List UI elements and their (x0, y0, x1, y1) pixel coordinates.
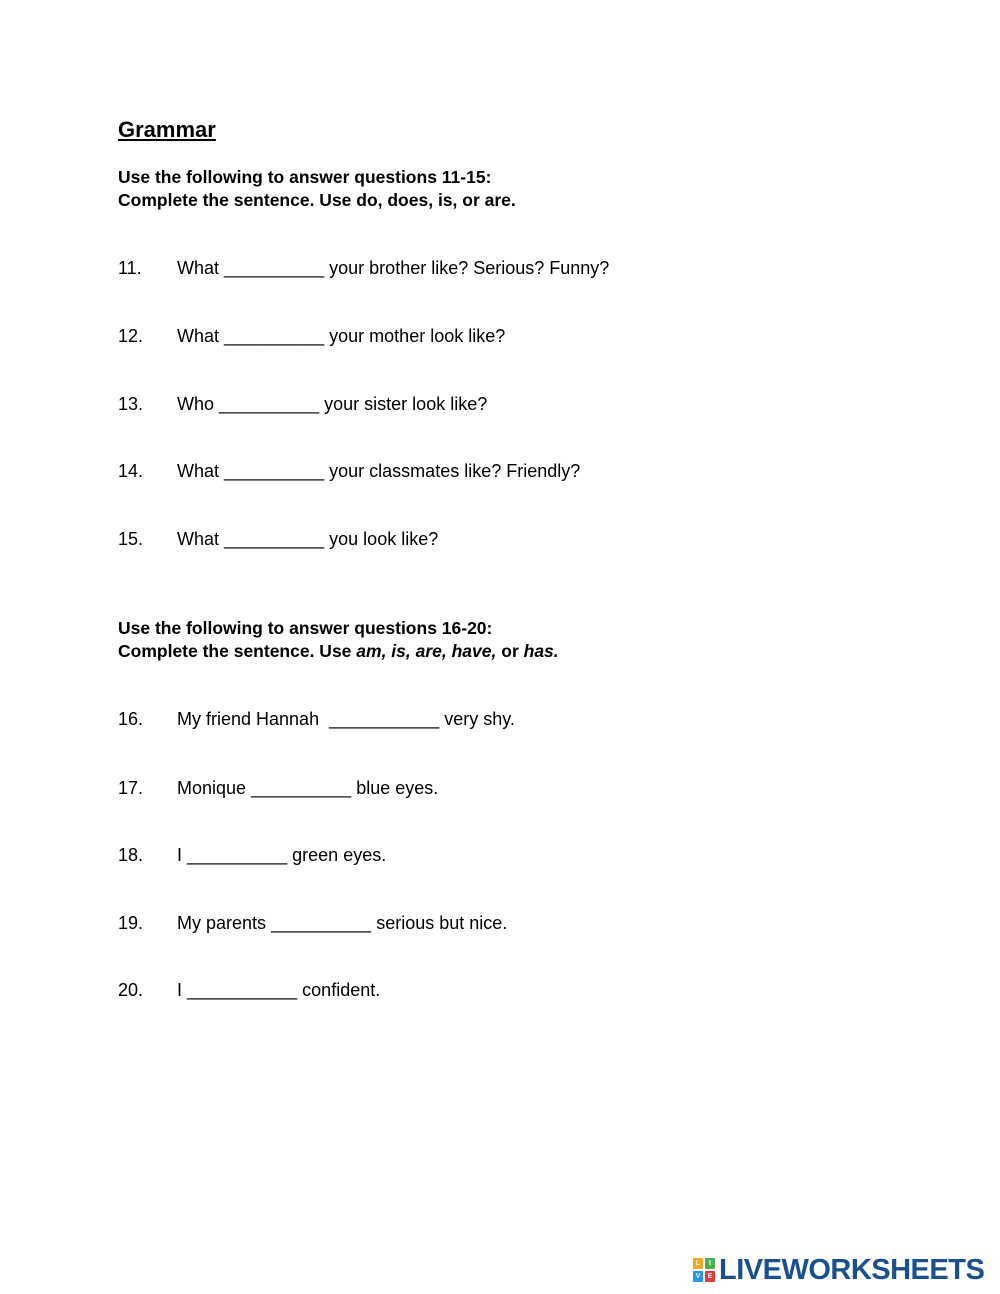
question-text-before: Monique (177, 778, 247, 798)
answer-blank[interactable]: __________ (224, 326, 325, 346)
question-text-before: My parents (177, 913, 267, 933)
question-text-after: your sister look like? (324, 394, 488, 414)
question-number: 17. (118, 778, 144, 798)
instruction-prefix: Complete the sentence. Use (118, 641, 352, 661)
question-text-after: your classmates like? Friendly? (329, 461, 581, 481)
answer-blank[interactable]: __________ (271, 913, 372, 933)
question-number: 12. (118, 326, 144, 346)
answer-blank[interactable]: __________ (219, 394, 320, 414)
instruction-words: am, is, are, have, (356, 641, 497, 661)
question-number: 16. (118, 709, 144, 729)
instruction-or: or (501, 641, 519, 661)
question-text-before: My friend Hannah (177, 709, 320, 729)
section2-instructions (118, 617, 559, 663)
question-text-before: What (177, 461, 220, 481)
question-text-before: What (177, 326, 220, 346)
question-text-after: green eyes. (292, 845, 387, 865)
question-number: 11. (118, 258, 142, 278)
question-text-after: your brother like? Serious? Funny? (329, 258, 610, 278)
question-13 (118, 392, 487, 416)
question-14 (118, 459, 580, 483)
question-text-after: very shy. (444, 709, 515, 729)
question-number: 13. (118, 394, 144, 414)
logo-tile: I (705, 1258, 715, 1269)
section1-instruction-line2: Complete the sentence. Use do, does, is, or are. (118, 190, 516, 210)
answer-blank[interactable]: ___________ (329, 709, 440, 729)
instruction-last-word: has. (523, 641, 559, 661)
question-text-before: I (177, 845, 183, 865)
question-15 (118, 527, 438, 551)
question-12 (118, 324, 505, 348)
section2-instruction-line1: Use the following to answer questions 16-20: (118, 618, 493, 638)
page-title: Grammar (118, 117, 216, 142)
section2-instruction-line2 (118, 640, 559, 663)
question-text-after: you look like? (329, 529, 439, 549)
liveworksheets-logo-icon (693, 1258, 715, 1282)
question-17 (118, 776, 438, 800)
answer-blank[interactable]: __________ (251, 778, 352, 798)
question-20 (118, 978, 380, 1002)
question-11 (118, 256, 609, 280)
logo-text: LIVEWORKSHEETS (719, 1253, 985, 1286)
question-text-after: your mother look like? (329, 326, 506, 346)
question-number: 20. (118, 980, 144, 1000)
question-number: 15. (118, 529, 144, 549)
answer-blank[interactable]: __________ (224, 529, 325, 549)
question-number: 19. (118, 913, 144, 933)
answer-blank[interactable]: __________ (224, 461, 325, 481)
question-text-before: Who (177, 394, 215, 414)
answer-blank[interactable]: ___________ (187, 980, 298, 1000)
logo-tile: E (705, 1271, 715, 1282)
question-number: 14. (118, 461, 144, 481)
question-18 (118, 843, 386, 867)
liveworksheets-logo (693, 1254, 984, 1286)
question-16 (118, 707, 515, 731)
question-number: 18. (118, 845, 144, 865)
question-text-after: confident. (302, 980, 381, 1000)
logo-tile: V (693, 1271, 703, 1282)
section1-instructions (118, 166, 516, 212)
question-19 (118, 911, 507, 935)
section1-instruction-line1: Use the following to answer questions 11-15: (118, 167, 492, 187)
question-text-after: blue eyes. (356, 778, 439, 798)
answer-blank[interactable]: __________ (224, 258, 325, 278)
question-text-before: What (177, 258, 220, 278)
question-text-after: serious but nice. (376, 913, 508, 933)
logo-tile: L (693, 1258, 703, 1269)
question-text-before: I (177, 980, 183, 1000)
question-text-before: What (177, 529, 220, 549)
answer-blank[interactable]: __________ (187, 845, 288, 865)
